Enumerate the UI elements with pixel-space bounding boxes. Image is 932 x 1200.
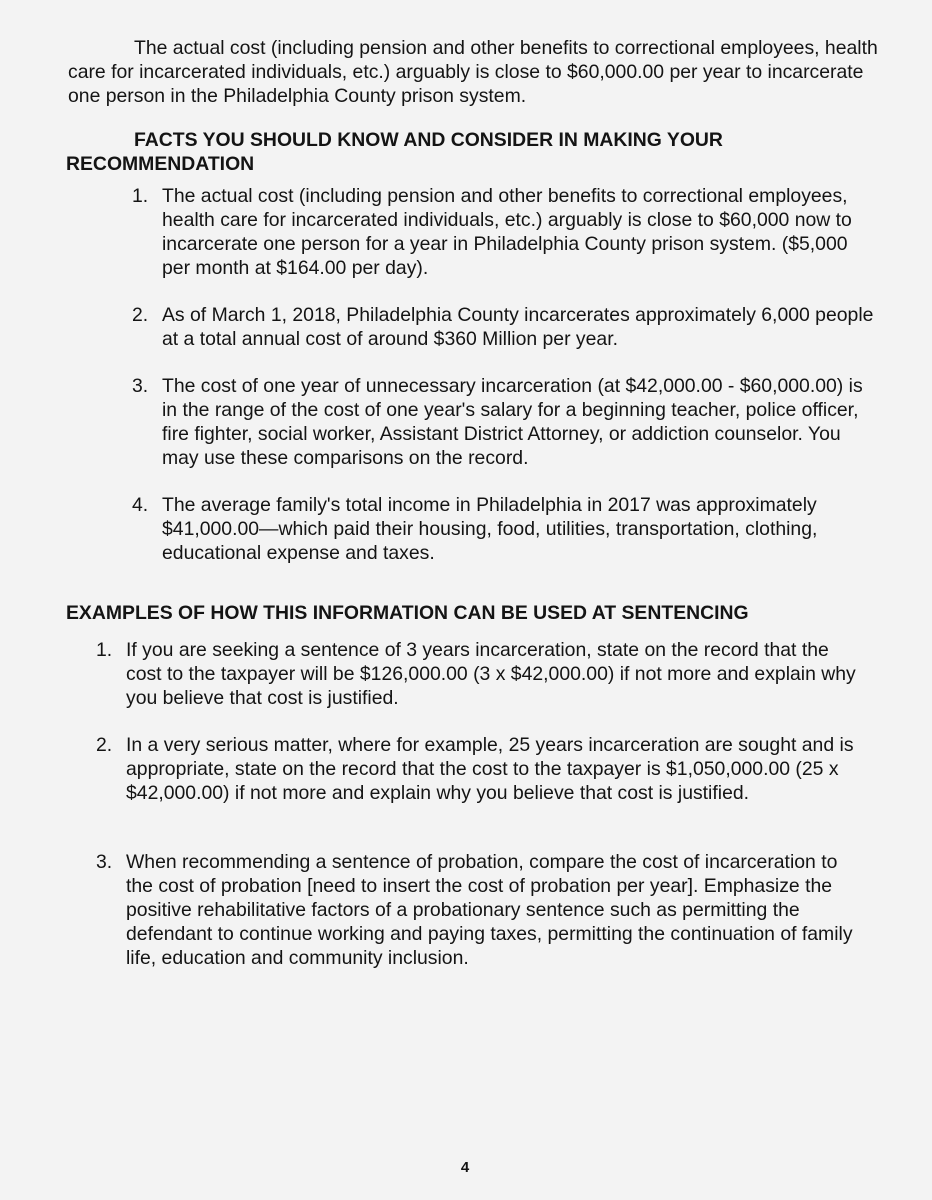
list-item-number: 2. (96, 734, 113, 756)
list-item-text: In a very serious matter, where for example, 25 years incarceration are sought and is appropriate, state on the record that the cost to the taxpayer is $1,050,000.00 (25 x $42,000.00) if not more and explain why you believe that cost is justified. (126, 734, 854, 804)
examples-list-item (96, 850, 866, 970)
list-item-text: When recommending a sentence of probation, compare the cost of incarceration to the cost of probation [need to insert the cost of probation per year]. Emphasize the positive rehabilitative factors of a probationary sentence such as permitting the defendant to continue working and paying taxes, permitting the continuation of family life, education and community inclusion. (126, 851, 853, 969)
list-item-number: 3. (132, 375, 149, 397)
list-item-text: As of March 1, 2018, Philadelphia County incarcerates approximately 6,000 people at a total annual cost of around $360 Million per year. (162, 304, 874, 350)
intro-paragraph: The actual cost (including pension and other benefits to correctional employees, health care for incarcerated individuals, etc.) arguably is close to $60,000.00 per year to incarcerate one person in the Philadelphia County prison system. (68, 37, 878, 107)
list-item-number: 4. (132, 494, 149, 516)
list-item-number: 1. (132, 185, 149, 207)
page-number: 4 (460, 1159, 470, 1176)
facts-heading: FACTS YOU SHOULD KNOW AND CONSIDER IN MAKING YOUR RECOMMENDATION (66, 129, 723, 175)
list-item-number: 2. (132, 304, 149, 326)
facts-list-item (132, 184, 877, 280)
list-item-number: 3. (96, 851, 113, 873)
examples-list-item (96, 638, 866, 710)
list-item-text: The actual cost (including pension and other benefits to correctional employees, health care for incarcerated individuals, etc.) arguably is close to $60,000 now to incarcerate one person for a year in Philadelphia County prison system. ($5,000 per month at $164.00 per day). (162, 185, 852, 279)
facts-list-item (132, 493, 877, 565)
list-item-number: 1. (96, 639, 113, 661)
facts-list-item (132, 303, 877, 351)
list-item-text: If you are seeking a sentence of 3 years incarceration, state on the record that the cost to the taxpayer will be $126,000.00 (3 x $42,000.00) if not more and explain why you believe that cost is justified. (126, 639, 856, 709)
list-item-text: The cost of one year of unnecessary incarceration (at $42,000.00 - $60,000.00) is in the range of the cost of one year's salary for a beginning teacher, police officer, fire fighter, social worker, Assistant District Attorney, or addiction counselor. You may use these comparisons on the record. (162, 375, 863, 469)
examples-list-item (96, 733, 866, 805)
examples-heading: EXAMPLES OF HOW THIS INFORMATION CAN BE USED AT SENTENCING (66, 602, 749, 624)
facts-list-item (132, 374, 877, 470)
list-item-text: The average family's total income in Philadelphia in 2017 was approximately $41,000.00—which paid their housing, food, utilities, transportation, clothing, educational expense and taxes. (162, 494, 818, 564)
